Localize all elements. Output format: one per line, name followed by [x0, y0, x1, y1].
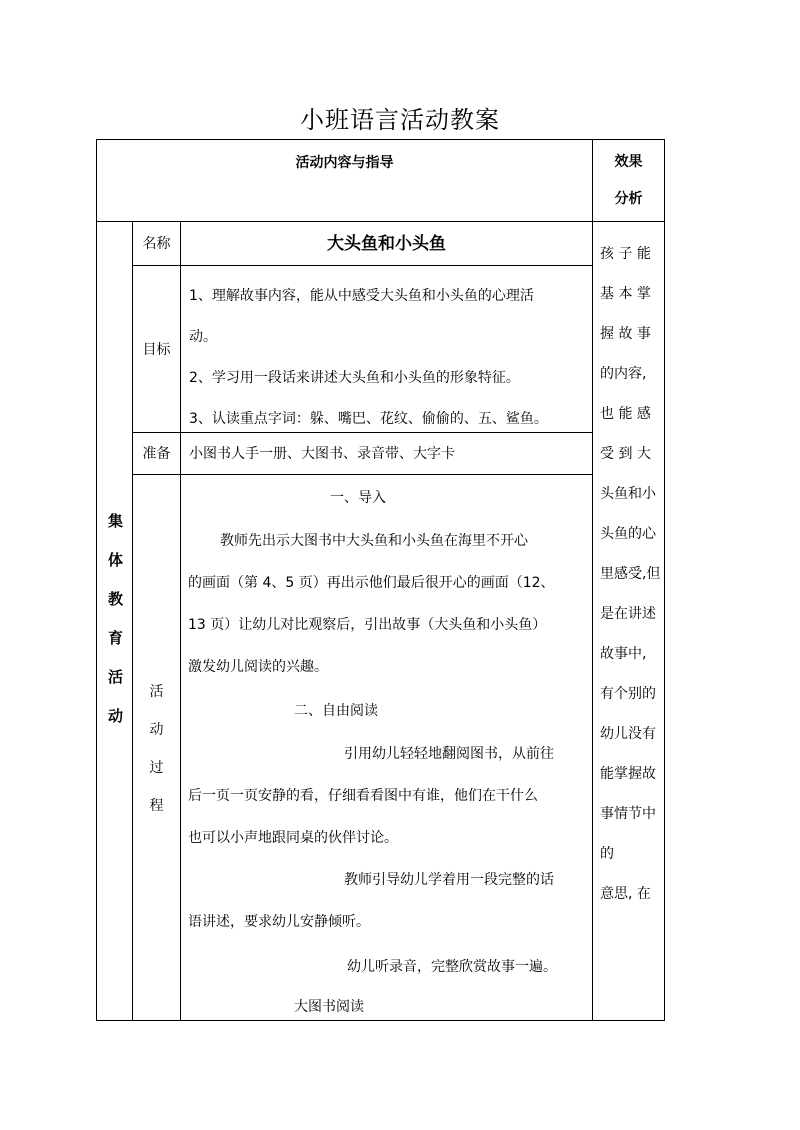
effect-line: 意思, 在 — [600, 886, 651, 902]
process-line: 教师先出示大图书中大头鱼和小头鱼在海里不开心 — [220, 533, 528, 549]
effect-header-line-1: 效果 — [614, 154, 643, 170]
effect-line: 受 到 大 — [600, 446, 651, 462]
effect-analysis-content — [592, 221, 665, 1021]
process-line: 教师引导幼儿学着用一段完整的话 — [344, 872, 554, 888]
content-guidance-header: 活动内容与指导 — [96, 139, 593, 222]
effect-line: 也 能 感 — [600, 406, 651, 422]
category-char: 集 — [107, 512, 123, 530]
process-label-char: 动 — [149, 722, 164, 738]
effect-header-line-2: 分析 — [614, 191, 643, 207]
effect-line: 头鱼和小 — [600, 486, 656, 502]
goals-content — [180, 265, 593, 433]
process-label — [132, 474, 181, 1021]
effect-line: 是在讲述 — [600, 606, 656, 622]
document-title: 小班语言活动教案 — [300, 106, 500, 134]
lesson-name: 大头鱼和小头鱼 — [180, 221, 593, 266]
effect-line: 头鱼的心 — [600, 526, 656, 542]
goals-label: 目标 — [132, 265, 181, 433]
process-label-char: 程 — [149, 798, 164, 814]
goal-line: 2、学习用一段话来讲述大头鱼和小头鱼的形象特征。 — [189, 370, 520, 386]
process-line: 引用幼儿轻轻地翻阅图书，从前往 — [344, 746, 554, 762]
effect-line: 有个别的 — [600, 686, 656, 702]
process-line: 大图书阅读 — [294, 999, 364, 1015]
effect-line: 能掌握故 — [600, 766, 656, 782]
process-label-char: 过 — [149, 760, 164, 776]
process-line: 也可以小声地跟同桌的伙伴讨论。 — [188, 830, 398, 846]
process-line: 激发幼儿阅读的兴趣。 — [188, 659, 328, 675]
prep-content: 小图书人手一册、大图书、录音带、大字卡 — [180, 432, 593, 475]
effect-line: 里感受,但 — [600, 566, 661, 582]
name-label: 名称 — [132, 221, 181, 266]
process-line: 13 页）让幼儿对比观察后，引出故事（大头鱼和小头鱼） — [188, 617, 547, 633]
goal-line: 3、认读重点字词：躲、嘴巴、花纹、偷偷的、五、鲨鱼。 — [189, 411, 548, 427]
goal-line: 动。 — [189, 329, 217, 345]
effect-line: 故事中, — [600, 646, 647, 662]
effect-line: 孩 子 能 — [600, 246, 651, 262]
process-line: 一、导入 — [330, 490, 386, 506]
effect-line: 握 故 事 — [600, 326, 651, 342]
effect-line: 基 本 掌 — [600, 286, 651, 302]
category-char: 动 — [107, 707, 123, 725]
process-line: 的画面（第 4、5 页）再出示他们最后很开心的画面（12、 — [188, 575, 555, 591]
category-char: 活 — [107, 668, 123, 686]
effect-line: 幼儿没有 — [600, 726, 656, 742]
process-line: 幼儿听录音，完整欣赏故事一遍。 — [347, 959, 557, 975]
category-char: 体 — [107, 551, 123, 569]
process-label-char: 活 — [149, 684, 164, 700]
prep-label: 准备 — [132, 432, 181, 475]
effect-line: 的内容, — [600, 366, 647, 382]
category-char: 教 — [107, 590, 123, 608]
activity-category-cell — [96, 221, 133, 1021]
category-char: 育 — [107, 629, 123, 647]
process-line: 语讲述，要求幼儿安静倾听。 — [188, 914, 370, 930]
effect-line: 事情节中 — [600, 806, 656, 822]
process-line: 二、自由阅读 — [294, 703, 378, 719]
process-line: 后一页一页安静的看，仔细看看图中有谁，他们在干什么 — [188, 788, 538, 804]
effect-analysis-header — [592, 139, 665, 222]
goal-line: 1、理解故事内容，能从中感受大头鱼和小头鱼的心理活 — [189, 288, 534, 304]
effect-line: 的 — [600, 846, 614, 862]
